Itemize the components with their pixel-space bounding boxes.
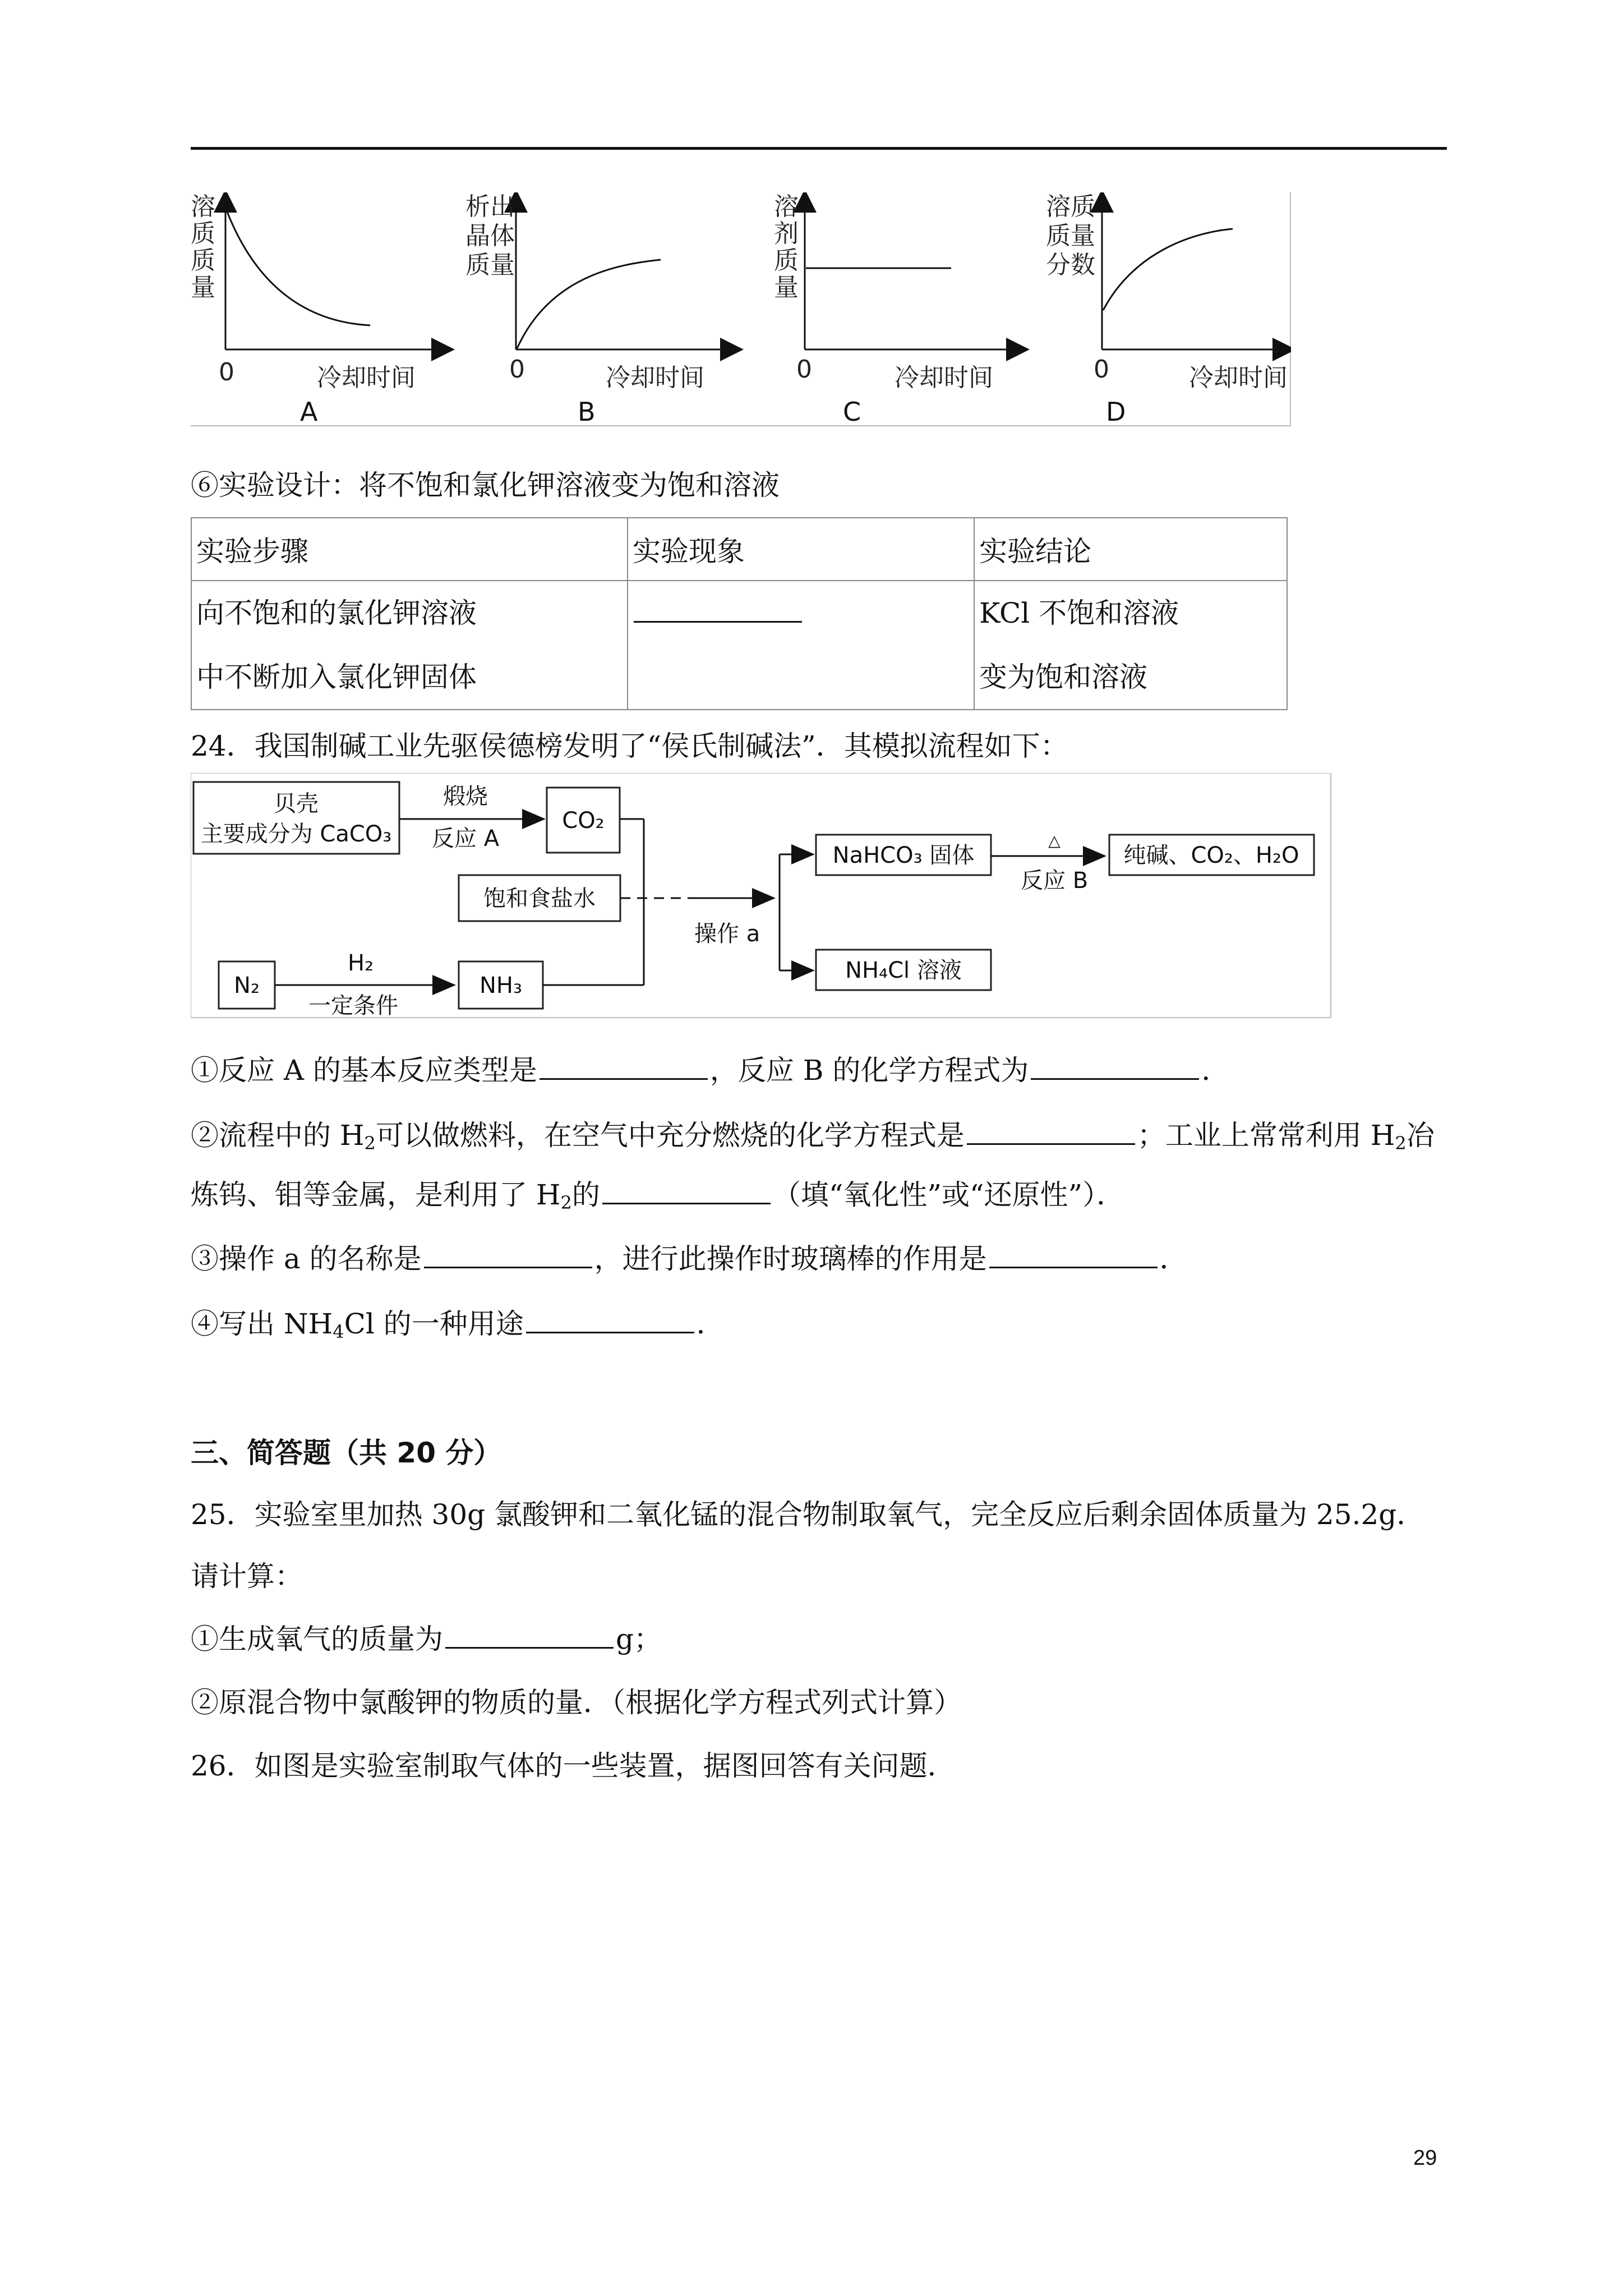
brine-label: 饱和食盐水: [483, 886, 596, 912]
phenomenon-answer-blank[interactable]: [634, 614, 802, 623]
q24-sub1: ①反应 A 的基本反应类型是 ，反应 B 的化学方程式为 ．: [191, 1054, 1230, 1087]
ylabel-c-2: 质: [774, 246, 799, 275]
reaction-a-type-blank[interactable]: [540, 1053, 708, 1080]
graph-b: [465, 192, 732, 426]
reaction-b-equation-blank[interactable]: [1031, 1053, 1199, 1080]
q24-sub3: ③操作 a 的名称是 ，进行此操作时玻璃棒的作用是 ．: [191, 1243, 1188, 1275]
ylabel-b-2: 质量: [465, 251, 515, 279]
q25-sub1: ①生成氧气的质量为 g；: [191, 1623, 662, 1655]
ylabel-a-3: 量: [191, 273, 215, 302]
letter-b: B: [578, 397, 596, 426]
operation-label: 操作 a: [694, 921, 760, 947]
origin-b: 0: [509, 355, 525, 384]
q24-sub2-line2: 炼钨、钼等金属，是利用了 $H_2$的 （填“氧化性”或“还原性”）．: [191, 1179, 1125, 1213]
q24-sub2-line1: ②流程中的 $H_2$可以做燃料，在空气中充分燃烧的化学方程式是 ；工业上常常利用 $H_2$冶: [191, 1119, 1435, 1154]
q6-title: ⑥实验设计：将不饱和氯化钾溶液变为饱和溶液: [191, 469, 780, 501]
nh4cl-label: NH₄Cl 溶液: [845, 958, 962, 983]
header-step: 实验步骤: [191, 518, 628, 581]
ylabel-c-1: 剂: [774, 219, 799, 248]
ylabel-c-3: 量: [774, 273, 799, 302]
header-phenomenon: 实验现象: [628, 518, 974, 581]
ylabel-b-1: 晶体: [465, 222, 515, 250]
curve-d: [1103, 229, 1233, 310]
xlabel-d: 冷却时间: [1189, 364, 1288, 392]
step-line-1: 向不饱和的氯化钾溶液: [196, 597, 477, 629]
q25-sub2: ②原混合物中氯酸钾的物质的量．（根据化学方程式列式计算）: [191, 1686, 962, 1719]
q24-intro: 24．我国制碱工业先驱侯德榜发明了“侯氏制碱法”．其模拟流程如下：: [191, 730, 1068, 762]
reaction-b-label: 反应 B: [1021, 868, 1089, 894]
graph-a: [191, 192, 443, 426]
shell-label-1: 贝壳: [274, 791, 319, 817]
cell-step: [191, 581, 628, 710]
ylabel-d-1: 质量: [1046, 222, 1095, 250]
conclusion-line-2: 变为饱和溶液: [979, 661, 1147, 693]
xlabel-b: 冷却时间: [606, 364, 704, 392]
q25-line2: 请计算：: [191, 1560, 303, 1593]
header-rule: [191, 147, 1447, 150]
cooling-graphs: [191, 192, 1291, 426]
co2-label: CO₂: [562, 808, 605, 834]
origin-c: 0: [796, 355, 812, 384]
header-conclusion: 实验结论: [974, 518, 1287, 581]
calcine-label: 煅烧: [443, 784, 488, 809]
flow-chart: [191, 773, 1331, 1018]
cell-phenomenon: [628, 581, 974, 710]
experiment-table: [191, 517, 1288, 710]
graph-d: [1046, 192, 1288, 426]
origin-d: 0: [1094, 355, 1109, 384]
reaction-a-label: 反应 A: [432, 826, 500, 852]
condition-label: 一定条件: [308, 993, 398, 1018]
conclusion-line-1: KCl 不饱和溶液: [979, 597, 1179, 629]
letter-a: A: [300, 397, 318, 426]
nh4cl-use-blank[interactable]: [526, 1307, 694, 1333]
letter-c: C: [843, 397, 861, 426]
nahco3-label: NaHCO₃ 固体: [832, 843, 975, 868]
operation-name-blank[interactable]: [424, 1242, 592, 1268]
cell-conclusion: [974, 581, 1287, 710]
ylabel-c-0: 溶: [774, 192, 799, 221]
glass-rod-role-blank[interactable]: [989, 1242, 1158, 1268]
h2-label: H₂: [348, 950, 374, 976]
q24-sub4: ④写出 $NH_4Cl$ 的一种用途 ．: [191, 1308, 725, 1342]
products-label: 纯碱、CO₂、H₂O: [1123, 843, 1299, 868]
ylabel-d-2: 分数: [1046, 251, 1095, 279]
shell-label-2: 主要成分为 CaCO₃: [200, 821, 392, 847]
n2-label: N₂: [234, 973, 260, 999]
section-3-heading: 三、简答题（共 20 分）: [191, 1437, 502, 1469]
ylabel-b-0: 析出: [465, 192, 515, 221]
origin-a: 0: [219, 358, 234, 386]
ylabel-a-1: 质: [191, 219, 215, 248]
xlabel-c: 冷却时间: [895, 364, 993, 392]
curve-b: [517, 260, 661, 348]
graph-c: [774, 192, 1018, 426]
ylabel-a-2: 质: [191, 246, 215, 275]
letter-d: D: [1106, 397, 1126, 426]
h2-property-blank[interactable]: [602, 1178, 771, 1204]
q26-text: 26．如图是实验室制取气体的一些装置，据图回答有关问题．: [191, 1750, 956, 1782]
heat-label: △: [1048, 831, 1061, 850]
page-number: 29: [1413, 2146, 1437, 2170]
xlabel-a: 冷却时间: [317, 364, 416, 392]
nh3-label: NH₃: [479, 973, 523, 999]
ylabel-d-0: 溶质: [1046, 192, 1095, 221]
ylabel-a-0: 溶: [191, 192, 215, 221]
h2-combustion-equation-blank[interactable]: [967, 1119, 1135, 1145]
step-line-2: 中不断加入氯化钾固体: [196, 661, 477, 693]
curve-a: [227, 210, 370, 325]
oxygen-mass-blank[interactable]: [445, 1622, 614, 1649]
q25-line1: 25．实验室里加热 30g 氯酸钾和二氧化锰的混合物制取氧气，完全反应后剩余固体质量为 25.2g．: [191, 1498, 1425, 1531]
